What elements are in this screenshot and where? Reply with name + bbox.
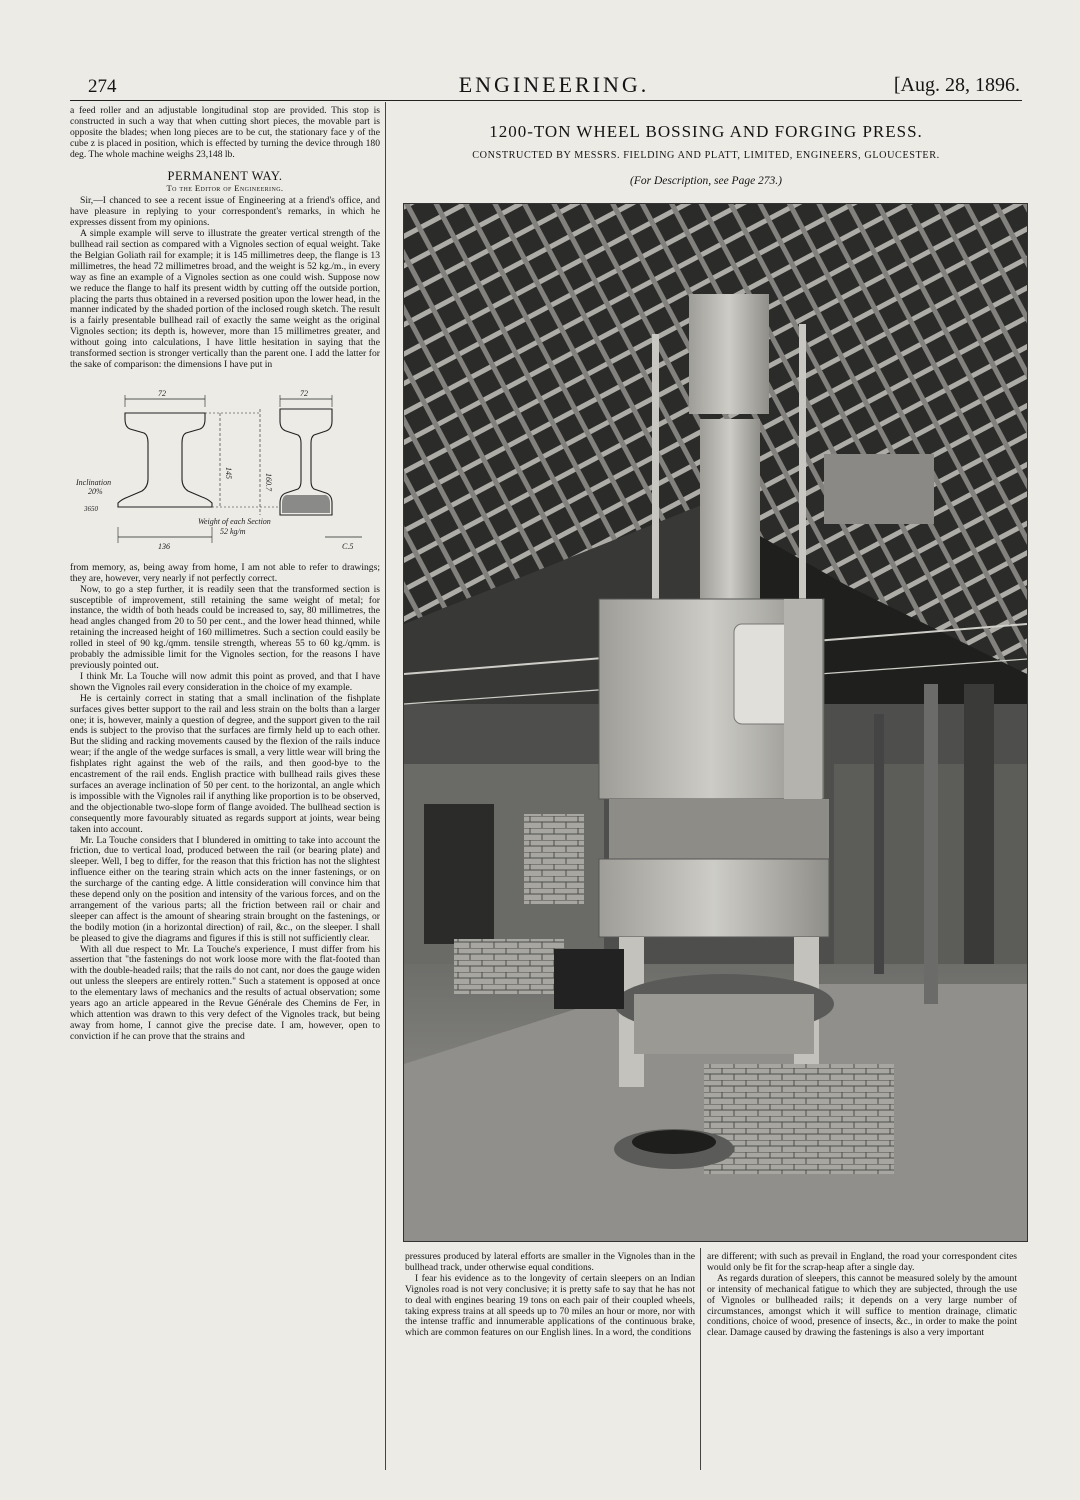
- intro-paragraph: a feed roller and an adjustable longitudinal stop are provided. This stop is constructed in such a way that when cutting short pieces, the movable part is opposite the blades; when long pieces are to be cut, the stationary face y of the cube z is placed in position, which is effected by turning the device through 180 deg. The whole machine weighs 23,148 lb.: [70, 106, 380, 160]
- shaded-flange-portion: [282, 495, 330, 513]
- letter-paragraph: With all due respect to Mr. La Touche's experience, I must differ from his assertion that "the fastenings do not work loose more with the flat-footed than with the double-headed rails; that the rails do not cant, nor does the gauge widen out unless the sleepers are entirely rotten." Such a statement is opposed at once to the elementary laws of mechanics and the results of actual observation; some years ago an article appeared in the Revue Générale des Chemins de Fer, in which attention was drawn to this very defect of the Vignoles track, but being away from home, I cannot give the precise date. I am, however, open to conviction if he can prove that the strains and: [70, 943, 380, 1042]
- letter-paragraph: I think Mr. La Touche will now admit this point as proved, and that I have shown the Vignoles rail every consideration in the choice of my example.: [70, 670, 380, 693]
- letter-paragraph: He is certainly correct in stating that a small inclination of the fishplate surfaces gives better support to the rail and less strain on the bolts than a larger one; it is, however, mainly a question of degree, and the support given to the rail ends is subject to the proviso that the surfaces are firmly held up to each other. But the sliding and racking movements caused by the flexion of the rails induce wear; if the angle of the wedge surfaces is small, a very little wear will bring the fishplates right against the web of the rails, and then good-bye to the encastrement of the rail ends. English practice with bullhead rails gives these surfaces an average inclination of 50 per cent. to the horizontal, an angle which is impossible with the Vignoles rail if anything like proportion is to be observed, and the objectionable two-slope form of flange avoided. The bullhead section is consequently more favourably situated as regards support at joints, wear being taken into account.: [70, 692, 380, 835]
- weight-label: Weight of each Section: [198, 516, 271, 526]
- press-photograph: [403, 203, 1028, 1242]
- dim-base-right: C.5: [342, 541, 354, 551]
- letter-title: PERMANENT WAY.: [167, 168, 283, 183]
- letter-addressee: To the Editor of Engineering.: [166, 183, 284, 194]
- column-rule-left: [385, 102, 386, 1470]
- plate-description: (For Description, see Page 273.): [629, 175, 783, 187]
- masthead: ENGINEERING.: [458, 72, 650, 97]
- letter-paragraph: Now, to go a step further, it is readily seen that the transformed section is susceptible of improvement, still retaining the same weight of metal; for instance, the width of both heads could be increased to, say, 80 millimetres, the head angles changed from 20 to 50 per cent., and the lower head thinned, while retaining the increased height of 160 millimetres. Such a section could easily be rolled in steel of 90 kg./qmm. tensile strength, whereas 55 to 60 kg./qmm. is probably the admissible limit for the Vignoles section, for the reasons I have previously pointed out.: [70, 583, 380, 671]
- bottom-column-right: [707, 1252, 1017, 1468]
- vignoles-rail-outline: [118, 413, 212, 507]
- letter-paragraph: Mr. La Touche considers that I blundered in omitting to take into account the friction, due to vertical load, produced between the rail (or bearing plate) and sleeper. Well, I beg to differ, for the reason that this friction has not the slightest influence either on the tearing strain which acts on the inner fastenings, or on the surcharge of the canting edge. A little consideration will convince him that these depend only on the position and intensity of the various forces, and on the arrangement of the various parts; all the friction between rail or chair and sleeper can affect is the amount of shearing strain brought on the fastenings, or the bodily motion (in a horizontal direction) of rail, &c., on the sleeper. I shall be pleased to give the diagrams and figures if this is still not sufficiently clear.: [70, 834, 380, 944]
- letter-body-part-1: [70, 196, 380, 371]
- rail-section-diagram: [70, 377, 380, 557]
- article-paragraph: I fear his evidence as to the longevity of certain sleepers on an Indian Vignoles road is not very conclusive; it is pretty safe to say that he has not to deal with engines bearing 19 tons on each pair of their coupled wheels, taking express trains at all speeds up to 70 miles an hour or more, nor with the intense traffic and innumerable applications of the continuous brake, which are common features on our English lines. In a word, the conditions: [405, 1272, 695, 1339]
- dim-head-left: 72: [158, 388, 166, 398]
- letter-paragraph: A simple example will serve to illustrate the greater vertical strength of the bullhead rail section as compared with a Vignoles section of equal weight. Take the Belgian Goliath rail for example; it is 145 millimetres deep, the flange is 13 millimetres, the head 72 millimetres broad, and the weight is 52 kg./m., in every way as fine an example of a Vignoles section as one could wish. Suppose now we reduce the flange to half its present width by cutting off the outside portion, placing the parts thus obtained in a reversed position upon the lower head, in the manner indicated by the shaded portion of the inclosed rough sketch. The result is a fairly presentable bullhead rail of exactly the same weight as the original Vignoles section; its depth is, however, more than 15 millimetres greater, and without going into calculations, I have little hesitation in saying that the transformed section is stronger vertically than the parent one. I add the latter for the sake of comparison: the dimensions I have put in: [70, 228, 380, 370]
- column-rule-bottom: [700, 1248, 701, 1470]
- dim-depth-left: 145: [224, 466, 233, 479]
- dim-head-right: 72: [300, 388, 308, 398]
- plate-title: 1200-TON WHEEL BOSSING AND FORGING PRESS.: [489, 122, 923, 141]
- letter-paragraph: from memory, as, being away from home, I am not able to refer to drawings; they are, however, very nearly if not perfectly correct.: [70, 561, 380, 584]
- header-rule: [70, 100, 1022, 101]
- article-paragraph: As regards duration of sleepers, this cannot be measured solely by the amount or intensity of mechanical fatigue to which they are subjected, through the use of Vignoles or bullheaded rails; it depends on a very large number of circumstances, amongst which it will suffice to mention drainage, climatic conditions, choice of wood, presence of insects, &c., in order to make the point clear. Damage caused by drawing the fastenings is also a very important: [707, 1272, 1017, 1339]
- inclination-value: 20%: [88, 486, 103, 496]
- issue-date: [Aug. 28, 1896.: [893, 74, 1020, 96]
- left-column: [70, 106, 380, 1468]
- inclination-label: Inclination: [76, 477, 112, 487]
- article-paragraph: pressures produced by lateral efforts are smaller in the Vignoles than in the bullhead track, under otherwise equal conditions.: [405, 1252, 695, 1273]
- letter-paragraph: Sir,—I chanced to see a recent issue of Engineering at a friend's office, and have pleasure in replying to your correspondent's remarks, in which he expresses dissent from my opinions.: [70, 195, 380, 229]
- page-header: [88, 72, 1020, 102]
- article-paragraph: are different; with such as prevail in England, the road your correspondent cites would only be fit for the scrap-heap after a single day.: [707, 1252, 1017, 1273]
- page-number: 274: [88, 76, 117, 97]
- dim-depth-right: 160.7: [264, 472, 273, 491]
- plate-subtitle: CONSTRUCTED BY MESSRS. FIELDING AND PLATT, LIMITED, ENGINEERS, GLOUCESTER.: [472, 150, 940, 161]
- bottom-column-left: [405, 1252, 695, 1468]
- weight-value: 52 kg/m: [220, 526, 246, 536]
- flange-label: 3650: [84, 504, 98, 513]
- letter-body-part-2: [70, 563, 380, 1043]
- dim-base-left: 136: [158, 541, 170, 551]
